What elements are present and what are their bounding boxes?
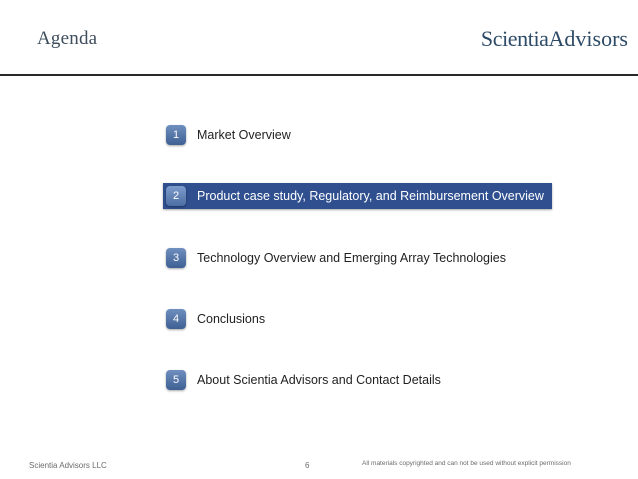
agenda-item-2-highlighted <box>163 183 552 209</box>
slide-title: Agenda <box>37 28 98 49</box>
agenda-item-5 <box>163 367 441 393</box>
agenda-item-label: Market Overview <box>197 128 291 142</box>
logo-first-word: Scientia <box>480 26 549 51</box>
footer-company: Scientia Advisors LLC <box>29 461 107 470</box>
agenda-number-badge: 3 <box>166 248 186 268</box>
agenda-number-badge: 5 <box>166 370 186 390</box>
agenda-item-label: Conclusions <box>197 312 266 326</box>
logo-second-word: Advisors <box>548 26 628 51</box>
header-divider <box>0 74 638 76</box>
agenda-item-3 <box>163 245 506 271</box>
agenda-item-4 <box>163 306 265 332</box>
agenda-item-label: Product case study, Regulatory, and Reimbursement Overview <box>197 189 544 203</box>
copyright-notice: All materials copyrighted and can not be used without explicit permission <box>362 460 571 467</box>
agenda-item-label: Technology Overview and Emerging Array Technologies <box>197 251 506 265</box>
agenda-number-badge: 2 <box>166 186 186 206</box>
agenda-item-label: About Scientia Advisors and Contact Details <box>197 373 441 387</box>
agenda-number-badge: 1 <box>166 125 186 145</box>
agenda-number-badge: 4 <box>166 309 186 329</box>
agenda-item-1 <box>163 122 291 148</box>
company-logo <box>481 26 628 52</box>
page-number: 6 <box>305 461 310 470</box>
